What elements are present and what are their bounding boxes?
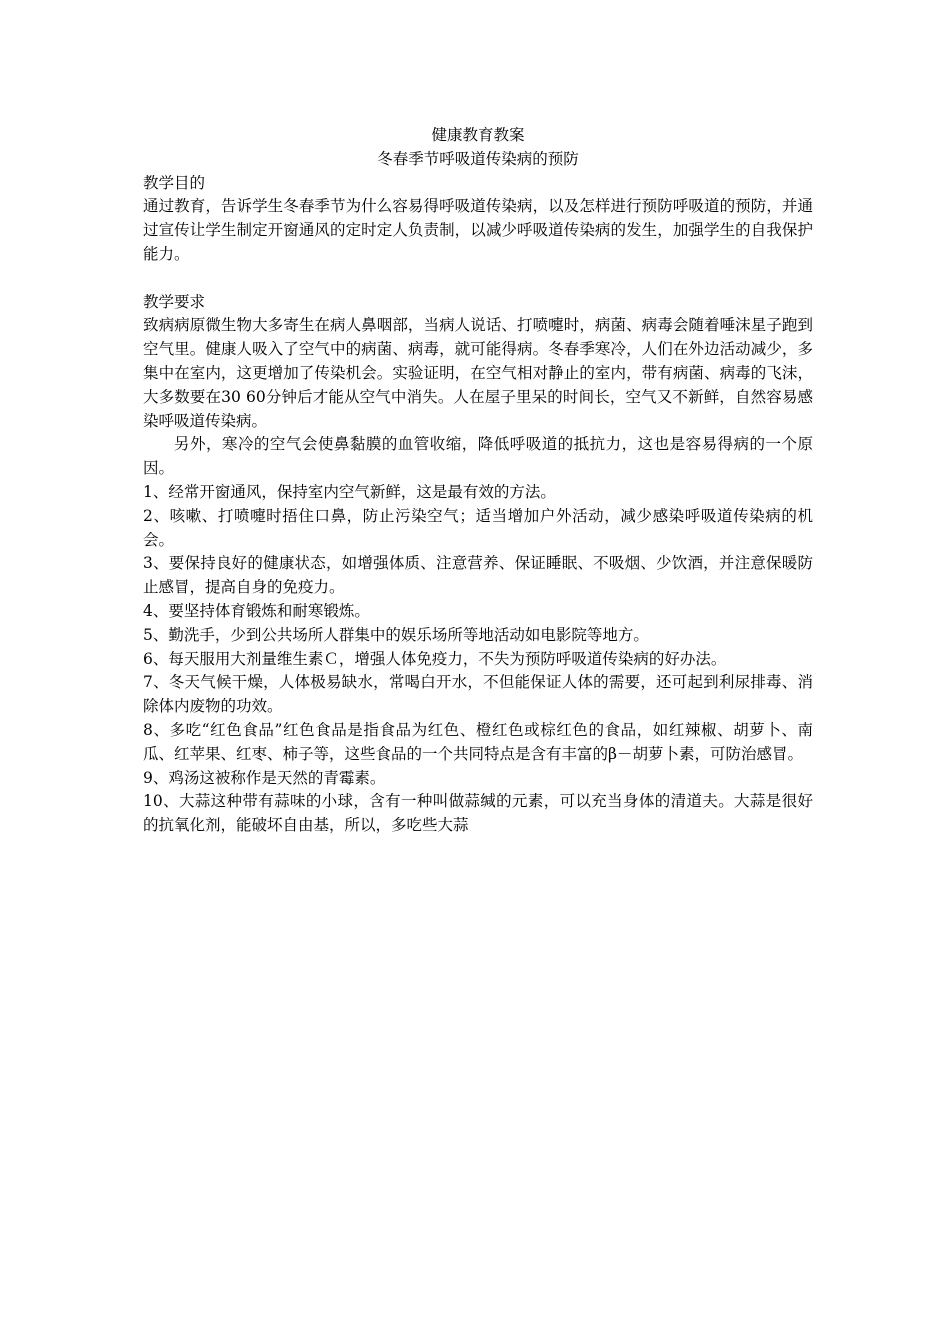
- document-title: 健康教育教案: [431, 126, 525, 144]
- document-body: [143, 124, 813, 838]
- measure-item: 9、鸡汤这被称作是天然的青霉素。: [143, 768, 386, 787]
- measure-item: 4、要坚持体育锻炼和耐寒锻炼。: [143, 601, 370, 620]
- measure-item: 8、多吃“红色食品”红色食品是指食品为红色、橙红色或棕红色的食品，如红辣椒、胡萝卜、南瓜、红苹果、红枣、柿子等，这些食品的一个共同特点是含有丰富的β－胡萝卜素，可防治感冒。: [143, 720, 813, 763]
- measure-item: 3、要保持良好的健康状态，如增强体质、注意营养、保证睡眠、不吸烟、少饮酒，并注意保暖防止感冒，提高自身的免疫力。: [143, 554, 813, 597]
- measure-item: 6、每天服用大剂量维生素Ｃ，增强人体免疫力，不失为预防呼吸道传染病的好办法。: [143, 649, 727, 668]
- objectives-heading: 教学目的: [143, 173, 206, 192]
- measure-item: 10、大蒜这种带有蒜味的小球，含有一种叫做蒜缄的元素，可以充当身体的清道夫。大蒜是很好的抗氧化剂，能破坏自由基，所以，多吃些大蒜: [143, 792, 813, 835]
- document-subtitle: 冬春季节呼吸道传染病的预防: [377, 149, 579, 168]
- requirements-heading: 教学要求: [143, 292, 206, 311]
- blank-line: [143, 267, 813, 291]
- measure-item: 5、勤洗手，少到公共场所人群集中的娱乐场所等地活动如电影院等地方。: [143, 625, 649, 644]
- measure-item: 7、冬天气候干燥，人体极易缺水，常喝白开水，不但能保证人体的需要，还可起到利尿排毒、消除体内废物的功效。: [143, 673, 813, 716]
- measures-list: [143, 481, 813, 838]
- measure-item: 1、经常开窗通风，保持室内空气新鲜，这是最有效的方法。: [143, 482, 556, 501]
- requirements-paragraph-2: 另外，寒冷的空气会使鼻黏膜的血管收缩，降低呼吸道的抵抗力，这也是容易得病的一个原因。: [143, 435, 813, 478]
- requirements-paragraph-1: 致病病原微生物大多寄生在病人鼻咽部，当病人说话、打喷嚏时，病菌、病毒会随着唾沫星子跑到空气里。健康人吸入了空气中的病菌、病毒，就可能得病。冬春季寒冷，人们在外边活动减少，多集中在室内，这更增加了传染机会。实验证明，在空气相对静止的室内，带有病菌、病毒的飞沫，大多数要在30 60分钟后才能从空气中消失。人在屋子里呆的时间长，空气又不新鲜，自然容易感染呼吸道传染病。: [143, 316, 813, 430]
- objectives-text: 通过教育，告诉学生冬春季节为什么容易得呼吸道传染病，以及怎样进行预防呼吸道的预防，并通过宣传让学生制定开窗通风的定时定人负责制，以减少呼吸道传染病的发生，加强学生的自我保护能力。: [143, 197, 813, 263]
- measure-item: 2、咳嗽、打喷嚏时捂住口鼻，防止污染空气；适当增加户外活动，减少感染呼吸道传染病的机会。: [143, 506, 813, 549]
